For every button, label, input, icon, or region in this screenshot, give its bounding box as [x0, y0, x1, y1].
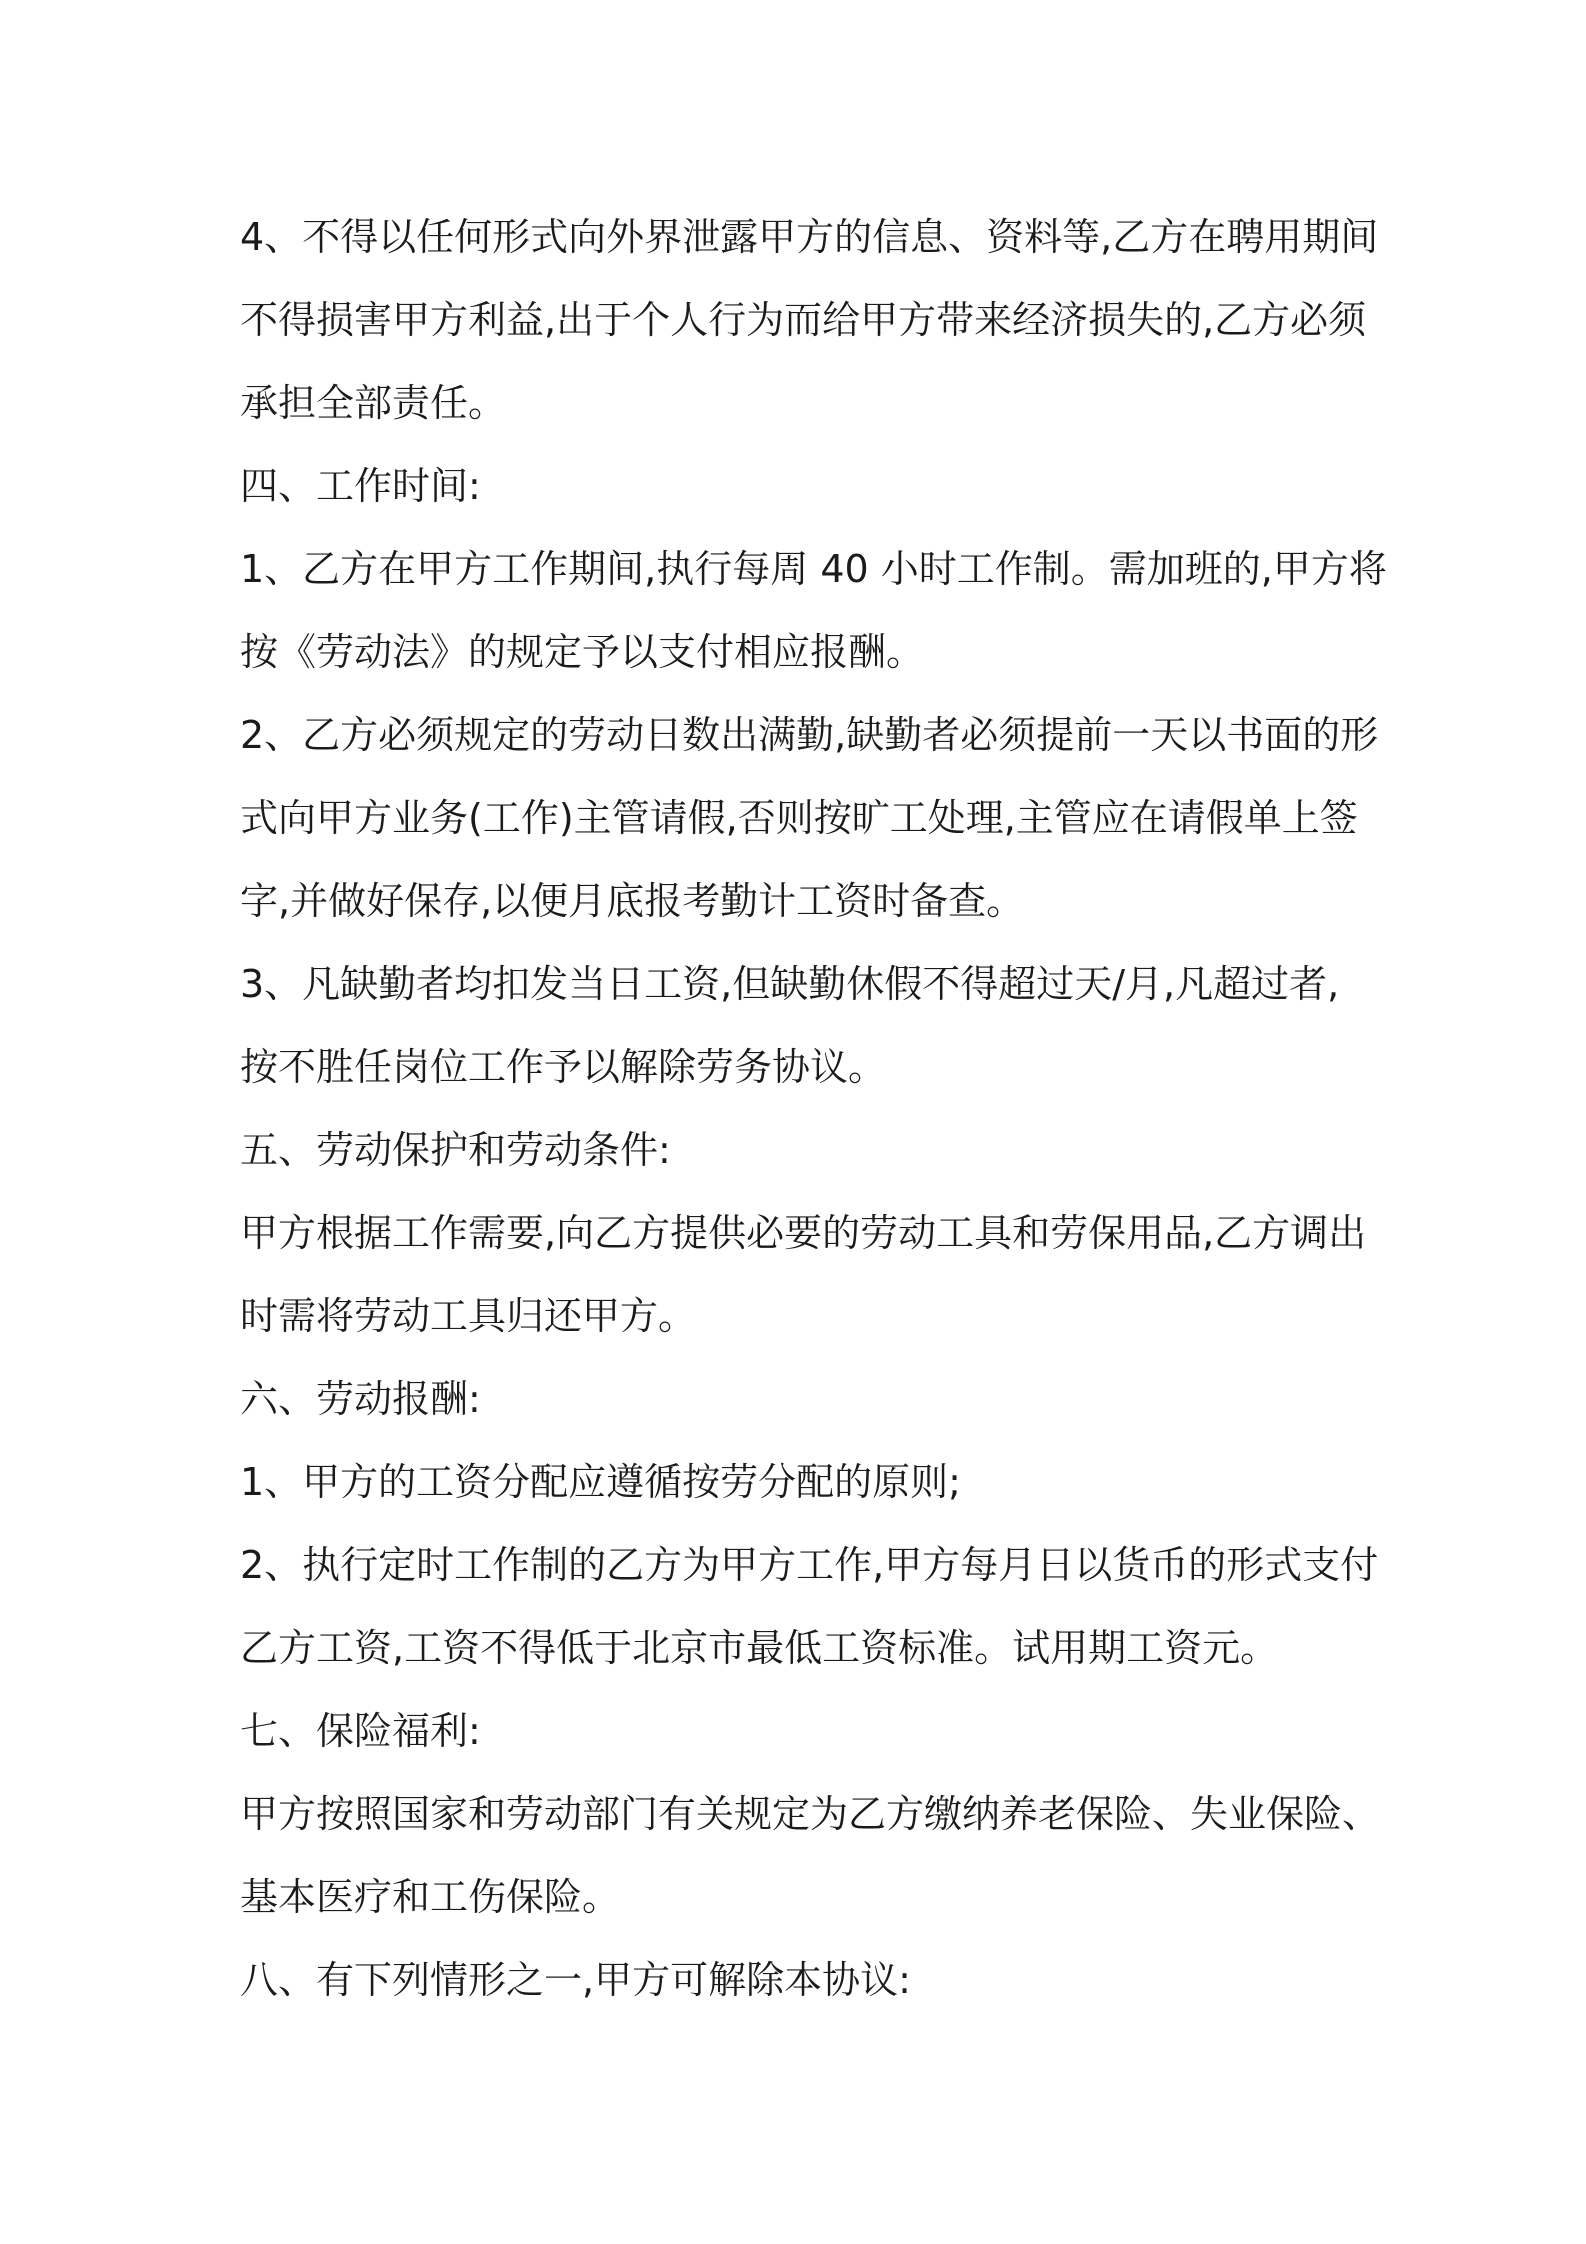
section-heading-termination: 八、有下列情形之一,甲方可解除本协议: [240, 1958, 911, 2002]
text-line-13: 甲方根据工作需要,向乙方提供必要的劳动工具和劳保用品,乙方调出 [240, 1211, 1367, 1255]
text-line-18: 乙方工资,工资不得低于北京市最低工资标准。试用期工资元。 [240, 1626, 1279, 1670]
text-line-11: 按不胜任岗位工作予以解除劳务协议。 [240, 1045, 887, 1089]
text-line-16: 1、甲方的工资分配应遵循按劳分配的原则; [240, 1460, 961, 1504]
document-body [240, 196, 1387, 2022]
text-line-21: 基本医疗和工伤保险。 [240, 1875, 621, 1919]
section-heading-insurance: 七、保险福利: [240, 1709, 481, 1753]
text-line-3: 承担全部责任。 [240, 381, 507, 425]
section-heading-work-hours: 四、工作时间: [240, 464, 481, 508]
text-line-1: 4、不得以任何形式向外界泄露甲方的信息、资料等,乙方在聘用期间 [240, 215, 1379, 259]
text-line-7: 2、乙方必须规定的劳动日数出满勤,缺勤者必须提前一天以书面的形 [240, 713, 1379, 757]
text-line-14: 时需将劳动工具归还甲方。 [240, 1294, 697, 1338]
text-line-20: 甲方按照国家和劳动部门有关规定为乙方缴纳养老保险、失业保险、 [240, 1792, 1381, 1836]
text-line-10: 3、凡缺勤者均扣发当日工资,但缺勤休假不得超过天/月,凡超过者, [240, 962, 1340, 1006]
text-line-17: 2、执行定时工作制的乙方为甲方工作,甲方每月日以货币的形式支付 [240, 1543, 1379, 1587]
section-heading-labor-protection: 五、劳动保护和劳动条件: [240, 1128, 671, 1172]
text-line-6: 按《劳动法》的规定予以支付相应报酬。 [240, 630, 925, 674]
text-line-8: 式向甲方业务(工作)主管请假,否则按旷工处理,主管应在请假单上签 [240, 796, 1358, 840]
text-line-2: 不得损害甲方利益,出于个人行为而给甲方带来经济损失的,乙方必须 [240, 298, 1367, 342]
text-line-5: 1、乙方在甲方工作期间,执行每周 40 小时工作制。需加班的,甲方将 [240, 547, 1387, 591]
section-heading-remuneration: 六、劳动报酬: [240, 1377, 481, 1421]
text-line-9: 字,并做好保存,以便月底报考勤计工资时备查。 [240, 879, 1025, 923]
